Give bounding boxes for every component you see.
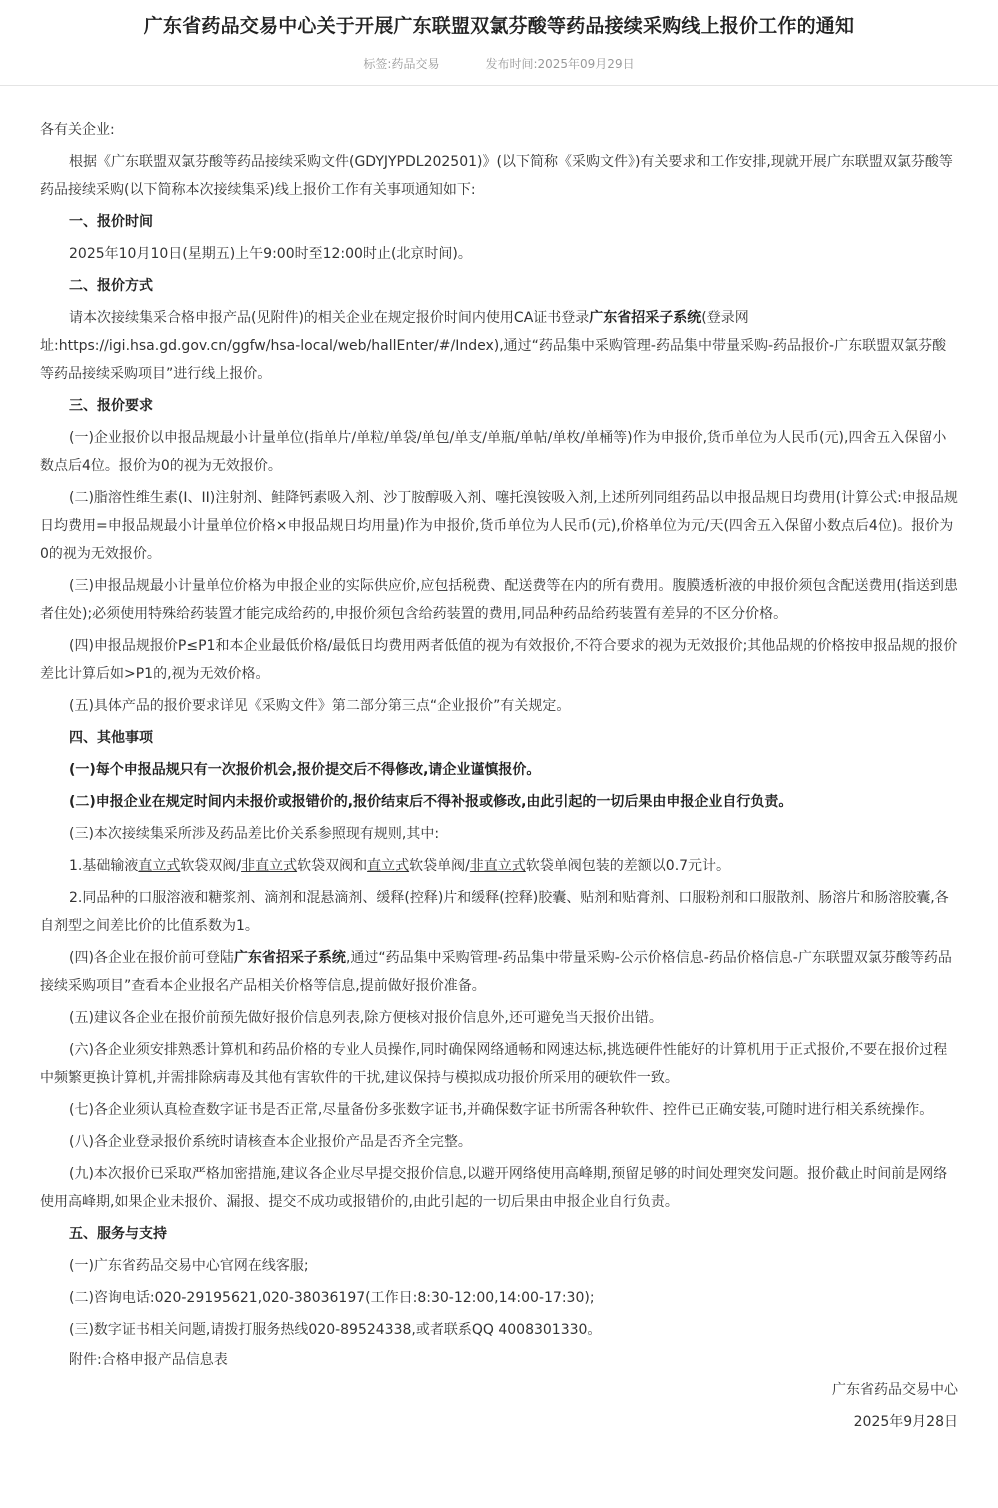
- requirement-item: (二)脂溶性维生素(I、II)注射剂、鲑降钙素吸入剂、沙丁胺醇吸入剂、噻托溴铵吸入剂,上述所列同组药品以申报品规日均费用(计算公式:申报品规日均费用=申报品规最小计量单位价格×申报品规日均用量)作为申报价,货币单位为人民币(元),价格单位为元/天(四舍五入保留小数点后4位)。报价为0的视为无效报价。: [40, 490, 958, 562]
- quote-time-text: 2025年10月10日(星期五)上午9:00时至12:00时止(北京时间)。: [69, 246, 472, 262]
- tag-value: 药品交易: [391, 57, 440, 71]
- section-title-other-matters: 四、其他事项: [69, 730, 153, 746]
- tag-label: 标签:: [363, 57, 392, 71]
- requirement-item: (五)具体产品的报价要求详见《采购文件》第二部分第三点“企业报价”有关规定。: [69, 698, 571, 714]
- requirement-item: (四)申报品规报价P≤P1和本企业最低价格/最低日均费用两者低值的视为有效报价,不符合要求的视为无效报价;其他品规的价格按申报品规的报价差比计算后如>P1的,视为无效价格。: [40, 638, 958, 682]
- quote-method-text: 请本次接续集采合格申报产品(见附件)的相关企业在规定报价时间内使用CA证书登录广东省招采子系统(登录网址:https://igi.hsa.gd.gov.cn/ggfw/hsa-local/web/hallEnter/#/Index),通过“药品集中采购管理-药品集中带量采购-药品报价-广东联盟双氯芬酸等药品接续采购项目”进行线上报价。: [40, 310, 947, 382]
- page-title: 广东省药品交易中心关于开展广东联盟双氯芬酸等药品接续采购线上报价工作的通知: [143, 15, 855, 37]
- other-item: (四)各企业在报价前可登陆广东省招采子系统,通过“药品集中采购管理-药品集中带量采购-公示价格信息-药品价格信息-广东联盟双氯芬酸等药品接续采购项目”查看本企业报名产品相关价格等信息,提前做好报价准备。: [40, 950, 952, 994]
- publish-date-label: 发布时间:: [485, 57, 538, 71]
- other-item: (九)本次报价已采取严格加密措施,建议各企业尽早提交报价信息,以避开网络使用高峰期,预留足够的时间处理突发问题。报价截止时间前是网络使用高峰期,如果企业未报价、漏报、提交不成功或报错价的,由此引起的一切后果由申报企业自行负责。: [40, 1166, 948, 1210]
- intro-paragraph: 根据《广东联盟双氯芬酸等药品接续采购文件(GDYJYPDL202501)》(以下简称《采购文件》)有关要求和工作安排,现就开展广东联盟双氯芬酸等药品接续采购(以下简称本次接续集采)线上报价工作有关事项通知如下:: [40, 154, 953, 198]
- other-subitem: 1.基础输液直立式软袋双阀/非直立式软袋双阀和直立式软袋单阀/非直立式软袋单阀包装的差额以0.7元计。: [69, 858, 731, 874]
- article-meta: [0, 56, 998, 72]
- other-subitem: 2.同品种的口服溶液和糖浆剂、滴剂和混悬滴剂、缓释(控释)片和缓释(控释)胶囊、贴剂和贴膏剂、口服粉剂和口服散剂、肠溶片和肠溶胶囊,各自剂型之间差比价的比值系数为1。: [40, 890, 949, 934]
- support-item: (三)数字证书相关问题,请拨打服务热线020-89524338,或者联系QQ 4008301330。: [69, 1322, 602, 1338]
- other-item: (六)各企业须安排熟悉计算机和药品价格的专业人员操作,同时确保网络通畅和网速达标,挑选硬件性能好的计算机用于正式报价,不要在报价过程中频繁更换计算机,并需排除病毒及其他有害软件的干扰,建议保持与模拟成功报价所采用的硬软件一致。: [40, 1042, 948, 1086]
- section-title-quote-method: 二、报价方式: [69, 278, 153, 294]
- article-header: [0, 0, 998, 86]
- article-body: [40, 116, 958, 1436]
- other-item-bold: (一)每个申报品规只有一次报价机会,报价提交后不得修改,请企业谨慎报价。: [69, 762, 541, 778]
- attachment-line: 附件:合格申报产品信息表: [69, 1352, 228, 1368]
- salutation: 各有关企业:: [40, 122, 115, 138]
- signature-org: 广东省药品交易中心: [832, 1382, 958, 1398]
- signature-date: 2025年9月28日: [853, 1414, 958, 1430]
- support-item: (二)咨询电话:020-29195621,020-38036197(工作日:8:30-12:00,14:00-17:30);: [69, 1290, 595, 1306]
- publish-date-value: 2025年09月29日: [537, 57, 635, 71]
- support-item: (一)广东省药品交易中心官网在线客服;: [69, 1258, 309, 1274]
- system-name: 广东省招采子系统: [589, 310, 702, 326]
- other-item: (五)建议各企业在报价前预先做好报价信息列表,除方便核对报价信息外,还可避免当天报价出错。: [69, 1010, 663, 1026]
- requirement-item: (三)申报品规最小计量单位价格为申报企业的实际供应价,应包括税费、配送费等在内的所有费用。腹膜透析液的申报价须包含配送费用(指送到患者住处);必须使用特殊给药装置才能完成给药的,申报价须包含给药装置的费用,同品种药品给药装置有差异的不区分价格。: [40, 578, 958, 622]
- other-item: (八)各企业登录报价系统时请核查本企业报价产品是否齐全完整。: [69, 1134, 472, 1150]
- section-title-quote-requirements: 三、报价要求: [69, 398, 153, 414]
- other-item: (七)各企业须认真检查数字证书是否正常,尽量备份多张数字证书,并确保数字证书所需各种软件、控件已正确安装,可随时进行相关系统操作。: [69, 1102, 934, 1118]
- section-title-service-support: 五、服务与支持: [69, 1226, 167, 1242]
- requirement-item: (一)企业报价以申报品规最小计量单位(指单片/单粒/单袋/单包/单支/单瓶/单帖/单枚/单桶等)作为申报价,货币单位为人民币(元),四舍五入保留小数点后4位。报价为0的视为无效报价。: [40, 430, 947, 474]
- other-item-bold: (二)申报企业在规定时间内未报价或报错价的,报价结束后不得补报或修改,由此引起的一切后果由申报企业自行负责。: [69, 794, 793, 810]
- system-name: 广东省招采子系统: [233, 950, 346, 966]
- section-title-quote-time: 一、报价时间: [69, 214, 153, 230]
- other-item: (三)本次接续集采所涉及药品差比价关系参照现有规则,其中:: [69, 826, 440, 842]
